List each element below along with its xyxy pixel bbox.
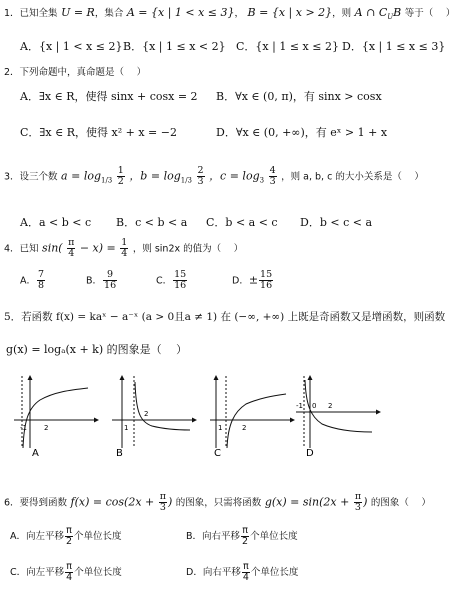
graph-b [112,376,196,458]
q6-option-a: A．向左平移 $\frac{\pi}{2}$ 个单位长度 [10,525,122,547]
graph-c-label: C [214,448,221,458]
q4-option-d: D．± $\frac{15}{16}$ [232,269,273,291]
q6-stem: 6．要得到函数 f(x) = cos(2x + $\frac{\pi}{3}$ ) 的图象，只需将函数 g(x) = sin(2x + $\frac{\pi}{3}$ ) 的图象（ ） [4,491,431,513]
q5-graphs [10,372,450,458]
q1-option-b: B．{x | 1 ≤ x < 2} [123,40,226,53]
q4-option-b: B． $\frac{9}{16}$ [86,269,117,291]
graph-d [296,376,380,458]
q1-option-d: D．{x | 1 ≤ x ≤ 3} [342,40,446,53]
q3-stem: 3．设三个数 $a = \log_{1/3}$ $\frac{1}{2}$ ，$b = \log_{1/3}$ $\frac{2}{3}$ ，$c = \log_3$ $\frac{4}{3}$ ，则 a, b, c 的大小关系是（ ） [4,165,424,187]
svg-text:2: 2 [242,424,247,432]
graph-c [210,376,294,458]
q6-option-b: B．向右平移 $\frac{\pi}{2}$ 个单位长度 [186,525,298,547]
svg-text:2: 2 [144,410,149,418]
q2-option-a: A．∃x ∈ R，使得 sinx + cosx = 2 [20,90,198,103]
q2-option-c: C．∃x ∈ R，使得 x² + x = −2 [20,126,177,139]
q2-stem: 2．下列命题中，真命题是（ ） [4,67,147,78]
q6-option-d: D．向右平移 $\frac{\pi}{4}$ 个单位长度 [186,561,299,583]
q3-option-b: B．c < b < a [116,216,188,229]
q3-option-a: A．a < b < c [20,216,92,229]
q1-option-a: A．{x | 1 < x ≤ 2} [20,40,123,53]
q5-stem-line2: g(x) = logₐ(x + k) 的图象是（ ） [6,343,188,356]
svg-text:-1: -1 [20,424,27,432]
q4-value-fraction: $\frac{1}{4}$ [121,237,128,259]
graph-a-label: A [32,448,39,458]
graph-d-label: D [306,448,314,458]
q4-stem: 4．已知 sin( $\frac{\pi}{4}$ − x) = $\frac{1}{4}$ ，则 sin2x 的值为（ ） [4,237,244,259]
q1-stem: 1．已知全集 U = R，集合 A = {x | 1 < x ≤ 3}， B = {x | x > 2}，则 A ∩ $C_UB$ 等于（ ） [4,6,456,22]
svg-text:1: 1 [218,424,223,432]
q4-option-a: A． $\frac{7}{8}$ [20,269,45,291]
q3-c-fraction: $\frac{4}{3}$ [269,165,276,187]
q4-pi-fraction: $\frac{\pi}{4}$ [68,237,75,259]
q2-option-d: D．∀x ∈ (0, +∞)，有 eˣ > 1 + x [216,126,388,139]
q3-a-fraction: $\frac{1}{2}$ [117,165,124,187]
svg-text:2: 2 [328,402,333,410]
svg-text:0: 0 [312,402,317,410]
q3-option-c: C．b < a < c [206,216,278,229]
svg-text:2: 2 [44,424,49,432]
q2-option-b: B．∀x ∈ (0, π)，有 sinx > cosx [216,90,382,103]
q6-option-c: C．向左平移 $\frac{\pi}{4}$ 个单位长度 [10,561,122,583]
svg-text:1: 1 [124,424,129,432]
q5-stem-line1: 5．若函数 f(x) = kaˣ − a⁻ˣ (a > 0且a ≠ 1) 在 (−∞, +∞) 上既是奇函数又是增函数，则函数 [4,311,446,323]
svg-text:-1: -1 [296,402,303,410]
graph-b-label: B [116,448,123,458]
graph-a [14,376,98,458]
q1-option-c: C．{x | 1 ≤ x ≤ 2} [236,40,339,53]
q4-option-c: C． $\frac{15}{16}$ [156,269,187,291]
q3-b-fraction: $\frac{2}{3}$ [197,165,204,187]
q3-option-d: D．b < c < a [300,216,372,229]
